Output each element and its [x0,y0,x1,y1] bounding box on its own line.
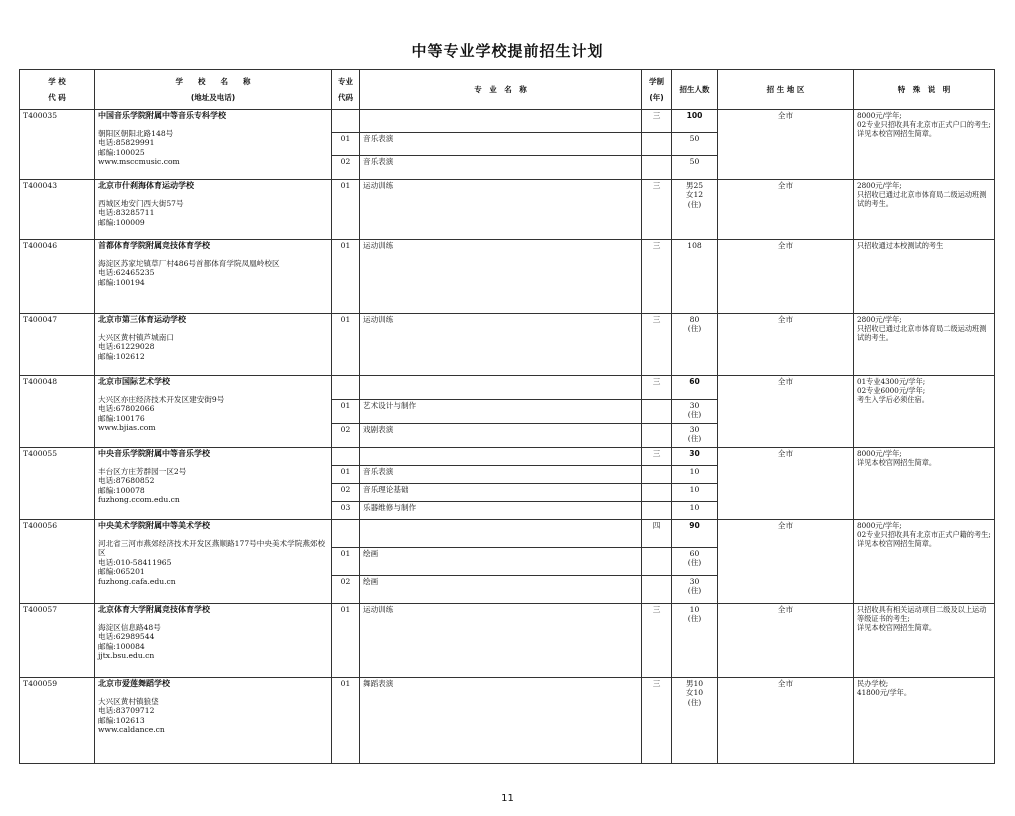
header-area: 招 生 地 区 [718,70,854,110]
enrollment-area: 全市 [718,520,854,604]
school-address-line: fuzhong.cafa.edu.cn [98,576,176,586]
school-address-line: 西城区地安门西大街57号 [98,199,184,208]
school-info [95,180,332,240]
school-address-line: 电话:62465235 [98,268,155,278]
school-address-line: 大兴区黄村镇狼垡 [98,697,159,706]
major-code: 01 [332,466,360,484]
school-name: 北京市第三体育运动学校 [98,315,186,324]
school-address-line: 邮编:100084 [98,641,145,651]
school-years-blank [642,424,672,448]
school-address-line: fuzhong.ccom.edu.cn [98,495,180,505]
major-code [332,376,360,400]
school-years: 三 [642,678,672,764]
enrollment-count: 10 [672,484,718,502]
school-info [95,678,332,764]
school-info [95,520,332,604]
major-name: 运动训练 [360,604,642,678]
major-name: 音乐理论基础 [360,484,642,502]
page-title: 中等专业学校提前招生计划 [411,42,604,60]
special-note: 01专业4300元/学年; 02专业6000元/学年; 考生入学后必须住宿。 [854,376,995,448]
school-years: 三 [642,376,672,400]
school-code: T400055 [20,448,95,520]
enrollment-total: 30 [672,448,718,466]
school-address-line: 河北省三河市燕郊经济技术开发区燕顺路177号中央美术学院燕郊校区 [98,539,326,558]
major-code: 01 [332,400,360,424]
enrollment-count: 10 (住) [672,604,718,678]
major-code: 02 [332,424,360,448]
enrollment-area: 全市 [718,604,854,678]
school-address-line: 电话:61229028 [98,342,155,352]
table-row [20,314,995,376]
school-years: 三 [642,180,672,240]
major-code: 02 [332,156,360,180]
school-address-line: 电话:83285711 [98,208,155,218]
school-address-line: 海淀区苏家坨镇草厂村486号首都体育学院凤凰岭校区 [98,259,280,268]
major-code: 01 [332,240,360,314]
school-years: 三 [642,110,672,133]
page-number: 11 [501,793,514,804]
school-name: 首都体育学院附属竞技体育学校 [98,241,210,250]
header-row [20,70,995,110]
major-name: 乐器维修与制作 [360,502,642,520]
school-name: 北京市国际艺术学校 [98,377,170,386]
school-address-line: 邮编:100194 [98,277,145,287]
major-name: 运动训练 [360,314,642,376]
major-code [332,110,360,133]
table-row [20,604,995,678]
special-note: 2800元/学年; 只招收已通过北京市体育局二级运动班测试的考生。 [854,180,995,240]
school-info [95,240,332,314]
major-name: 运动训练 [360,180,642,240]
enrollment-total: 100 [672,110,718,133]
enrollment-count: 男25 女12 (住) [672,180,718,240]
enrollment-count: 50 [672,156,718,180]
enrollment-area: 全市 [718,240,854,314]
school-years-blank [642,156,672,180]
major-code: 03 [332,502,360,520]
school-info [95,448,332,520]
enrollment-count: 50 [672,133,718,156]
school-address-line: www.caldance.cn [98,725,165,735]
enrollment-area: 全市 [718,180,854,240]
school-address-line: 邮编:102612 [98,351,145,361]
major-name: 音乐表演 [360,156,642,180]
major-name: 音乐表演 [360,133,642,156]
enrollment-plan-table [19,69,995,764]
school-code: T400043 [20,180,95,240]
enrollment-count: 10 [672,502,718,520]
enrollment-count: 30 (住) [672,576,718,604]
enrollment-area: 全市 [718,448,854,520]
major-code [332,520,360,548]
special-note: 8000元/学年; 02专业只招收具有北京市正式户籍的考生; 详见本校官网招生简章。 [854,520,995,604]
school-address-line: 电话:85829991 [98,138,155,148]
header-major-name: 专 业 名 称 [360,70,642,110]
school-years-blank [642,466,672,484]
special-note: 8000元/学年; 02专业只招收具有北京市正式户口的考生; 详见本校官网招生简章。 [854,110,995,180]
table-row [20,520,995,548]
school-years-blank [642,548,672,576]
school-address-line: 丰台区方庄芳群园一区2号 [98,467,187,476]
school-address-line: www.bjias.com [98,423,156,433]
school-code: T400046 [20,240,95,314]
major-code: 02 [332,576,360,604]
school-years-blank [642,576,672,604]
header-note: 特 殊 说 明 [854,70,995,110]
major-code: 01 [332,678,360,764]
header-school-code: 学 校 代 码 [20,70,95,110]
school-years-blank [642,400,672,424]
major-name: 绘画 [360,548,642,576]
major-name: 戏剧表演 [360,424,642,448]
school-name: 中央音乐学院附属中等音乐学校 [98,449,210,458]
major-name: 艺术设计与制作 [360,400,642,424]
school-address-line: 电话:83709712 [98,706,155,716]
school-years-blank [642,484,672,502]
major-name: 运动训练 [360,240,642,314]
table-row [20,678,995,764]
school-address-line: 电话:67802066 [98,404,155,414]
major-code: 01 [332,604,360,678]
enrollment-count: 30 (住) [672,424,718,448]
school-info [95,376,332,448]
school-address-line: 邮编:100009 [98,217,145,227]
enrollment-total: 90 [672,520,718,548]
school-name: 中央美术学院附属中等美术学校 [98,521,210,530]
school-years: 三 [642,240,672,314]
major-code: 01 [332,133,360,156]
school-address-line: jjtx.bsu.edu.cn [98,651,155,661]
enrollment-total: 60 [672,376,718,400]
header-years: 学制 (年) [642,70,672,110]
enrollment-count: 男10 女10 (住) [672,678,718,764]
enrollment-count: 30 (住) [672,400,718,424]
enrollment-area: 全市 [718,678,854,764]
school-years: 三 [642,448,672,466]
school-address-line: 电话:62989544 [98,632,155,642]
school-code: T400059 [20,678,95,764]
school-name: 中国音乐学院附属中等音乐专科学校 [98,111,226,120]
enrollment-area: 全市 [718,314,854,376]
header-major-code: 专业 代码 [332,70,360,110]
school-info [95,604,332,678]
table-row [20,448,995,466]
major-name [360,110,642,133]
school-info [95,110,332,180]
header-count: 招生人数 [672,70,718,110]
enrollment-area: 全市 [718,110,854,180]
table-row [20,240,995,314]
major-name: 绘画 [360,576,642,604]
major-name [360,520,642,548]
school-address-line: www.msccmusic.com [98,157,180,167]
school-name: 北京体育大学附属竞技体育学校 [98,605,210,614]
header-school-name: 学 校 名 称 (地址及电话) [95,70,332,110]
school-years-blank [642,133,672,156]
school-address-line: 电话:87680852 [98,476,155,486]
school-code: T400057 [20,604,95,678]
school-address-line: 邮编:100025 [98,147,145,157]
school-address-line: 电话:010-58411965 [98,557,172,567]
school-code: T400056 [20,520,95,604]
major-code [332,448,360,466]
school-address-line: 朝阳区朝阳北路148号 [98,129,174,138]
school-code: T400047 [20,314,95,376]
major-code: 01 [332,180,360,240]
enrollment-count: 60 (住) [672,548,718,576]
major-code: 01 [332,548,360,576]
special-note: 只招收具有相关运动项目二级及以上运动等级证书的考生; 详见本校官网招生简章。 [854,604,995,678]
table-row [20,180,995,240]
special-note: 只招收通过本校测试的考生 [854,240,995,314]
special-note: 8000元/学年; 详见本校官网招生简章。 [854,448,995,520]
major-name [360,448,642,466]
major-code: 01 [332,314,360,376]
special-note: 2800元/学年; 只招收已通过北京市体育局二级运动班测试的考生。 [854,314,995,376]
major-name [360,376,642,400]
major-code: 02 [332,484,360,502]
school-address-line: 海淀区信息路48号 [98,623,161,632]
school-years: 四 [642,520,672,548]
special-note: 民办学校; 41800元/学年。 [854,678,995,764]
enrollment-count: 10 [672,466,718,484]
school-code: T400048 [20,376,95,448]
school-name: 北京市什刹海体育运动学校 [98,181,194,190]
school-address-line: 邮编:102613 [98,715,145,725]
school-address-line: 邮编:100176 [98,413,145,423]
school-address-line: 邮编:065201 [98,567,145,577]
school-address-line: 邮编:100078 [98,485,145,495]
major-name: 音乐表演 [360,466,642,484]
enrollment-area: 全市 [718,376,854,448]
school-years-blank [642,502,672,520]
enrollment-count: 108 [672,240,718,314]
table-row [20,110,995,133]
school-code: T400035 [20,110,95,180]
school-name: 北京市爱莲舞蹈学校 [98,679,170,688]
major-name: 舞蹈表演 [360,678,642,764]
school-info [95,314,332,376]
school-address-line: 大兴区亦庄经济技术开发区建安街9号 [98,395,225,404]
enrollment-count: 80 (住) [672,314,718,376]
school-years: 三 [642,314,672,376]
school-years: 三 [642,604,672,678]
school-address-line: 大兴区黄村镇芦城南口 [98,333,174,342]
table-row [20,376,995,400]
